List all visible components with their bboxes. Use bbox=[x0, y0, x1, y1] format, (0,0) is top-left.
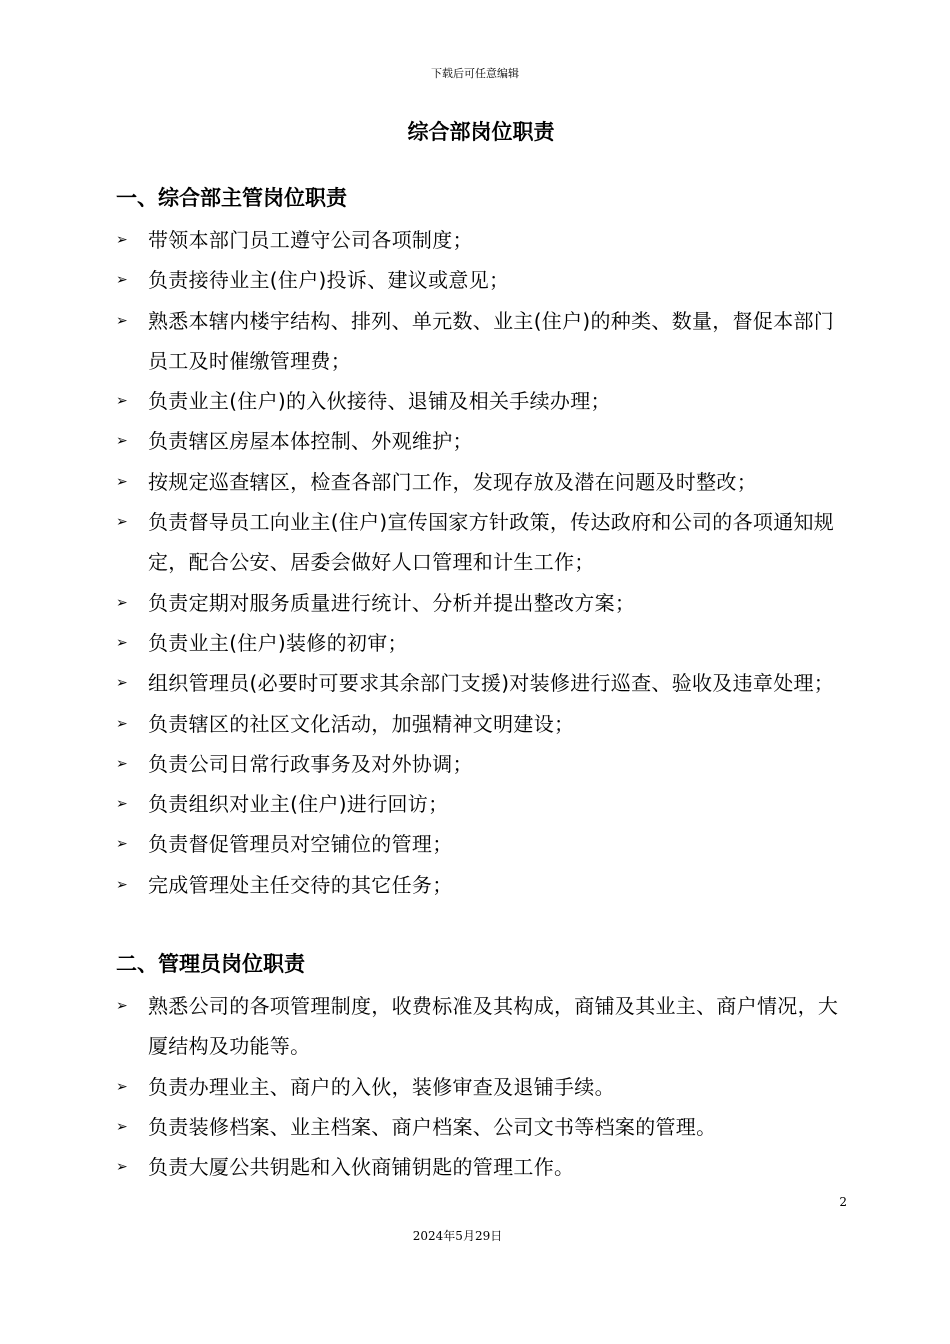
list-item bbox=[116, 502, 850, 583]
list-item bbox=[116, 1107, 850, 1147]
arrowhead-bullet-icon: ➢ bbox=[116, 594, 129, 611]
list-item bbox=[116, 1067, 850, 1107]
list-item-text: 组织管理员(必要时可要求其余部门支援)对装修进行巡查、验收及违章处理； bbox=[148, 671, 835, 696]
arrowhead-bullet-icon: ➢ bbox=[116, 675, 129, 692]
list-item bbox=[116, 583, 850, 623]
page-number: 2 bbox=[839, 1195, 847, 1209]
arrowhead-bullet-icon: ➢ bbox=[116, 514, 129, 531]
list-item bbox=[116, 381, 850, 421]
administrator-duties-list bbox=[116, 986, 850, 1187]
list-item bbox=[116, 663, 850, 703]
list-item-text: 负责办理业主、商户的入伙，装修审查及退铺手续。 bbox=[148, 1074, 615, 1099]
supervisor-duties-list bbox=[116, 220, 850, 905]
list-item bbox=[116, 704, 850, 744]
list-item-text: 负责大厦公共钥匙和入伙商铺钥匙的管理工作。 bbox=[148, 1155, 575, 1180]
list-item-text: 熟悉公司的各项管理制度，收费标准及其构成，商铺及其业主、商户情况，大厦结构及功能等。 bbox=[148, 994, 839, 1059]
list-item bbox=[116, 986, 850, 1067]
list-item-text: 负责定期对服务质量进行统计、分析并提出整改方案； bbox=[148, 590, 636, 615]
list-item bbox=[116, 301, 850, 382]
section-heading-supervisor: 一、综合部主管岗位职责 bbox=[116, 186, 347, 210]
arrowhead-bullet-icon: ➢ bbox=[116, 272, 129, 289]
list-item bbox=[116, 744, 850, 784]
list-item-text: 负责组织对业主(住户)进行回访； bbox=[148, 792, 449, 817]
list-item-text: 熟悉本辖内楼宇结构、排列、单元数、业主(住户)的种类、数量，督促本部门员工及时催缴管理费； bbox=[148, 308, 835, 373]
arrowhead-bullet-icon: ➢ bbox=[116, 473, 129, 490]
section-heading-administrator: 二、管理员岗位职责 bbox=[116, 952, 305, 976]
arrowhead-bullet-icon: ➢ bbox=[116, 1078, 129, 1095]
arrowhead-bullet-icon: ➢ bbox=[116, 634, 129, 651]
list-item-text: 负责辖区房屋本体控制、外观维护； bbox=[148, 429, 473, 454]
arrowhead-bullet-icon: ➢ bbox=[116, 1118, 129, 1135]
arrowhead-bullet-icon: ➢ bbox=[116, 755, 129, 772]
list-item bbox=[116, 260, 850, 300]
list-item bbox=[116, 220, 850, 260]
list-item bbox=[116, 421, 850, 461]
list-item-text: 负责公司日常行政事务及对外协调； bbox=[148, 751, 473, 776]
list-item bbox=[116, 824, 850, 864]
arrowhead-bullet-icon: ➢ bbox=[116, 433, 129, 450]
list-item-text: 负责督促管理员对空铺位的管理； bbox=[148, 832, 453, 857]
list-item-text: 带领本部门员工遵守公司各项制度； bbox=[148, 228, 473, 252]
list-item bbox=[116, 784, 850, 824]
list-item-text: 负责接待业主(住户)投诉、建议或意见； bbox=[148, 268, 510, 293]
arrowhead-bullet-icon: ➢ bbox=[116, 796, 129, 813]
list-item-text: 按规定巡查辖区，检查各部门工作，发现存放及潜在问题及时整改； bbox=[148, 469, 757, 494]
arrowhead-bullet-icon: ➢ bbox=[116, 715, 129, 732]
list-item bbox=[116, 1147, 850, 1187]
arrowhead-bullet-icon: ➢ bbox=[116, 876, 129, 893]
arrowhead-bullet-icon: ➢ bbox=[116, 312, 129, 329]
list-item-text: 负责业主(住户)的入伙接待、退铺及相关手续办理； bbox=[148, 389, 611, 414]
list-item-text: 负责业主(住户)装修的初审； bbox=[148, 630, 408, 655]
list-item bbox=[116, 623, 850, 663]
list-item-text: 负责督导员工向业主(住户)宣传国家方针政策，传达政府和公司的各项通知规定，配合公安、居委会做好人口管理和计生工作； bbox=[148, 510, 835, 575]
list-item-text: 完成管理处主任交待的其它任务； bbox=[148, 872, 453, 897]
arrowhead-bullet-icon: ➢ bbox=[116, 836, 129, 853]
arrowhead-bullet-icon: ➢ bbox=[116, 998, 129, 1014]
arrowhead-bullet-icon: ➢ bbox=[116, 1159, 129, 1176]
list-item-text: 负责装修档案、业主档案、商户档案、公司文书等档案的管理。 bbox=[148, 1114, 717, 1139]
arrowhead-bullet-icon: ➢ bbox=[116, 232, 129, 248]
document-title: 综合部岗位职责 bbox=[407, 120, 555, 144]
list-item bbox=[116, 462, 850, 502]
list-item-text: 负责辖区的社区文化活动，加强精神文明建设； bbox=[148, 711, 575, 736]
footer-date: 2024年5月29日 bbox=[412, 1229, 503, 1243]
arrowhead-bullet-icon: ➢ bbox=[116, 393, 129, 410]
header-note: 下载后可任意编辑 bbox=[431, 67, 519, 80]
list-item bbox=[116, 865, 850, 905]
